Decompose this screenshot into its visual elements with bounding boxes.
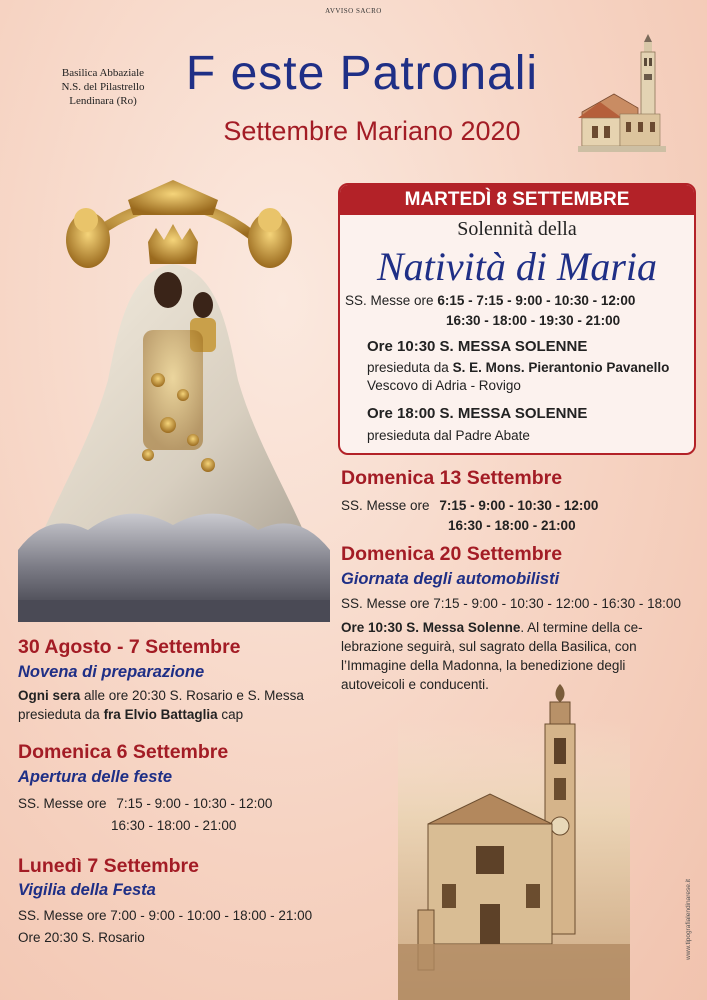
page-title: F este Patronali	[185, 47, 539, 100]
masses-label: SS. Messe ore	[18, 796, 107, 811]
dom13-heading: Domenica 13 Settembre	[341, 467, 563, 489]
basilica-line2: N.S. del Pilastrello	[61, 81, 145, 93]
novena-line2-post: cap	[217, 707, 244, 722]
lun7-rosario: Ore 20:30 S. Rosario	[18, 930, 145, 945]
dom20-masses: SS. Messe ore 7:15 - 9:00 - 10:30 - 12:00 - 16:30 - 18:00	[341, 596, 681, 611]
novena-line1	[18, 688, 304, 703]
event1-role: Vescovo di Adria - Rovigo	[367, 378, 521, 393]
novena-line1-rest: alle ore 20:30 S. Rosario e S. Messa	[80, 688, 304, 703]
dom13-masses-line2: 16:30 - 18:00 - 21:00	[448, 518, 576, 533]
dom6-masses-line2: 16:30 - 18:00 - 21:00	[111, 818, 237, 833]
masses-label: SS. Messe ore	[341, 498, 430, 513]
lun7-masses: SS. Messe ore 7:00 - 9:00 - 10:00 - 18:00 - 21:00	[18, 908, 313, 923]
featured-masses-line2: 16:30 - 18:00 - 19:30 - 21:00	[446, 313, 621, 328]
novena-heading: 30 Agosto - 7 Settembre	[18, 636, 241, 658]
basilica-photo	[398, 678, 630, 1000]
dom6-masses-line1	[18, 796, 272, 811]
event1-name: S. E. Mons. Pierantonio Pavanello	[452, 360, 670, 375]
dom20-para-3: l’Immagine della Madonna, la benedizione degli	[341, 658, 626, 673]
basilica-line1: Basilica Abbaziale	[61, 67, 145, 79]
dom20-para-2: lebrazione seguirà, sul sagrato della Basilica, con	[341, 639, 637, 654]
novena-line2-pre: presieduta da	[18, 707, 104, 722]
lun7-subtitle: Vigilia della Festa	[18, 881, 156, 899]
basilica-line3: Lendinara (Ro)	[69, 95, 137, 107]
featured-date: MARTEDÌ 8 SETTEMBRE	[340, 185, 694, 215]
printer-credit: www.tipografialendinarese.it	[685, 879, 692, 960]
basilica-illustration	[578, 34, 674, 156]
dom13-masses-line1	[341, 498, 598, 513]
novena-line2	[18, 707, 243, 722]
event2-presider: presieduta dal Padre Abate	[367, 428, 530, 443]
basilica-info	[38, 66, 168, 108]
featured-title: Natività di Maria	[377, 244, 657, 289]
dom6-heading: Domenica 6 Settembre	[18, 741, 229, 763]
event1-pre: presieduta da	[367, 360, 449, 375]
masses-times: 7:15 - 9:00 - 10:30 - 12:00	[439, 498, 599, 513]
avviso-sacro: AVVISO SACRO	[325, 7, 382, 15]
dom6-subtitle: Apertura delle feste	[18, 768, 173, 786]
dom20-heading: Domenica 20 Settembre	[341, 543, 563, 565]
novena-presider: fra Elvio Battaglia	[103, 707, 218, 722]
featured-masses-line1	[345, 293, 635, 308]
event1-presider	[367, 360, 669, 375]
novena-line1-bold: Ogni sera	[18, 688, 81, 703]
lun7-heading: Lunedì 7 Settembre	[18, 855, 199, 877]
madonna-statue-image	[18, 180, 330, 628]
featured-subtitle: Solennità della	[457, 218, 577, 240]
masses-label: SS. Messe ore	[345, 293, 434, 308]
page-subtitle: Settembre Mariano 2020	[223, 116, 521, 146]
masses-times: 6:15 - 7:15 - 9:00 - 10:30 - 12:00	[437, 293, 636, 308]
event2-title: Ore 18:00 S. MESSA SOLENNE	[367, 405, 588, 422]
masses-times: 7:15 - 9:00 - 10:30 - 12:00	[116, 796, 273, 811]
dom20-subtitle: Giornata degli automobilisti	[341, 570, 560, 588]
dom20-para-4: autoveicoli e conducenti.	[341, 677, 489, 692]
event1-title: Ore 10:30 S. MESSA SOLENNE	[367, 338, 588, 355]
featured-event-box	[338, 183, 696, 455]
dom20-para-1: . Al termine della ce-	[520, 620, 643, 635]
novena-subtitle: Novena di preparazione	[18, 663, 205, 681]
dom20-para-bold: Ore 10:30 S. Messa Solenne	[341, 620, 521, 635]
